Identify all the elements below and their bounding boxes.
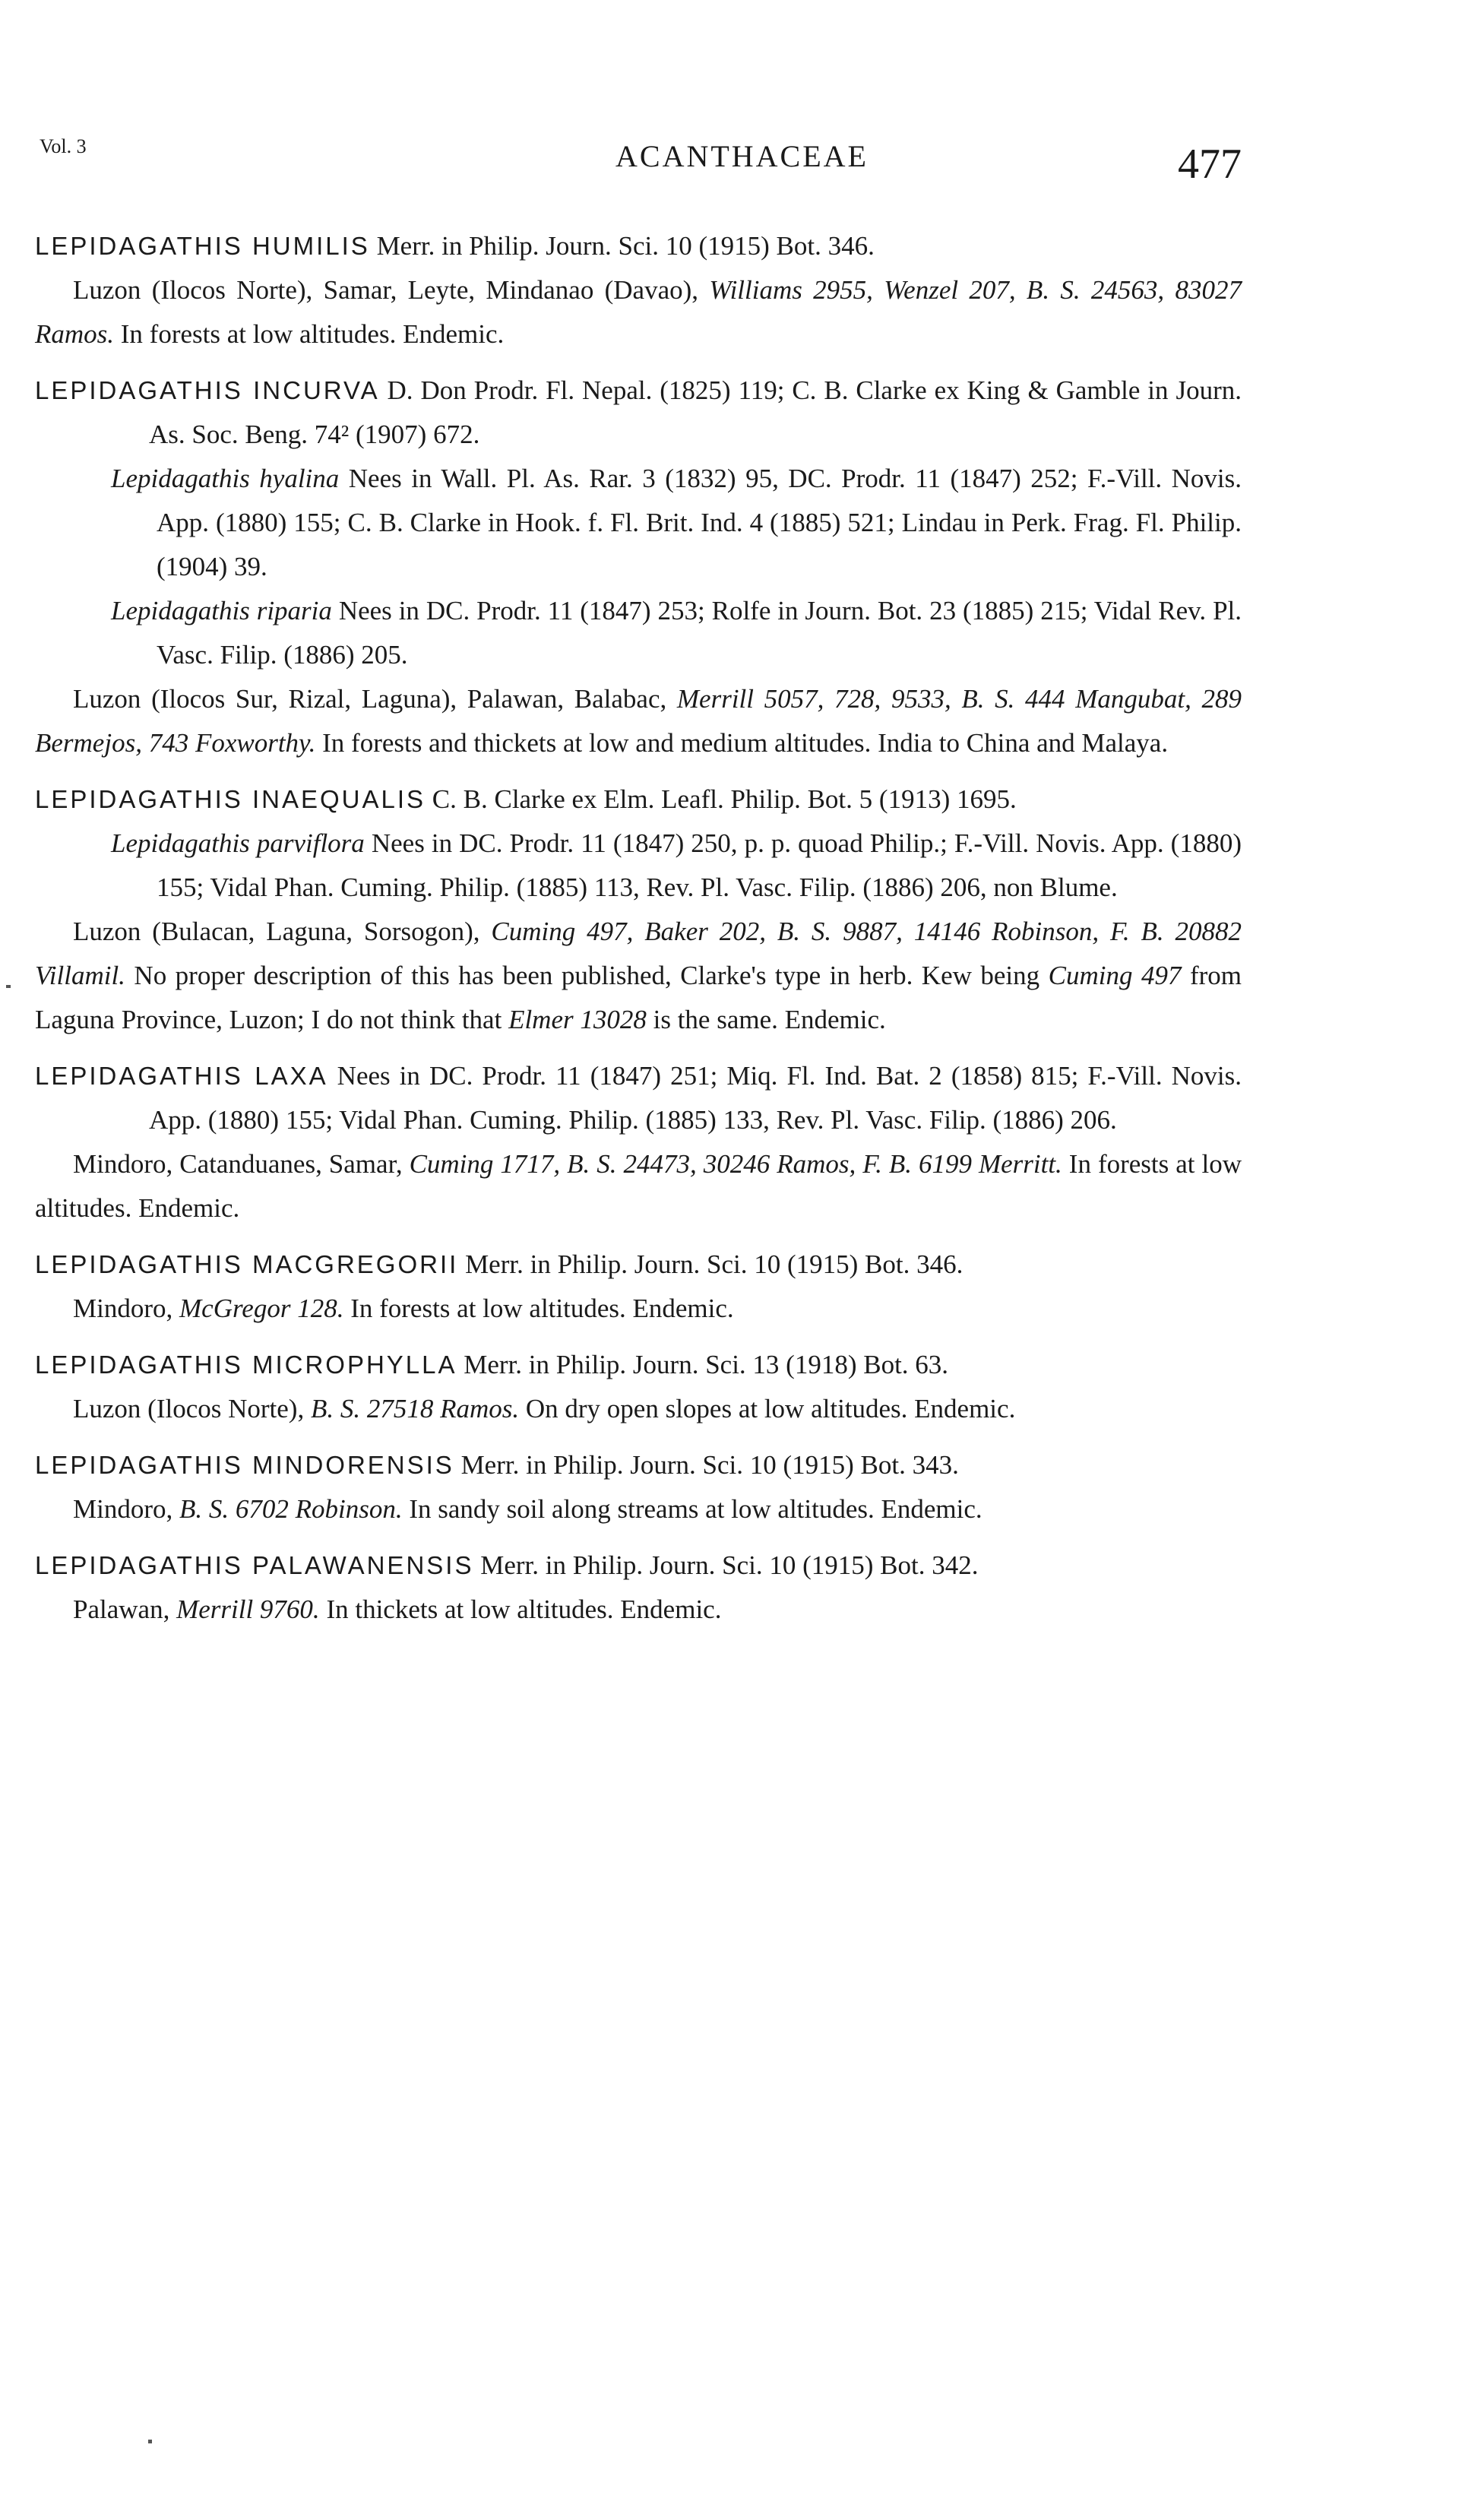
- distribution-text: In sandy soil along streams at low altitudes. Endemic.: [402, 1494, 982, 1524]
- species-name: LEPIDAGATHIS INAEQUALIS: [35, 785, 426, 813]
- distribution-text: Luzon (Ilocos Sur, Rizal, Laguna), Palawan, Balabac,: [73, 684, 677, 714]
- species-citation: Merr. in Philip. Journ. Sci. 10 (1915) Bot. 343.: [454, 1450, 959, 1480]
- species-heading: [35, 369, 1242, 457]
- species-heading: [35, 777, 1242, 822]
- distribution-text: On dry open slopes at low altitudes. Endemic.: [519, 1394, 1016, 1423]
- specimen-citation: McGregor 128.: [179, 1294, 344, 1323]
- species-entry: [35, 777, 1242, 1042]
- distribution-text: No proper description of this has been published, Clarke's type in herb. Kew being: [125, 961, 1049, 990]
- specimen-citation: Merrill 5057, 728, 9533, B. S. 444 Mangubat, 289 Bermejos, 743 Foxworthy.: [35, 684, 1242, 758]
- distribution: [35, 910, 1242, 1042]
- species-list: [35, 224, 1242, 1644]
- species-entry: [35, 1243, 1242, 1331]
- distribution-text: Luzon (Ilocos Norte), Samar, Leyte, Mindanao (Davao),: [73, 275, 710, 305]
- specimen-citation: Elmer 13028: [508, 1005, 647, 1034]
- species-name: LEPIDAGATHIS MINDORENSIS: [35, 1451, 454, 1479]
- volume-label: Vol. 3: [40, 135, 87, 157]
- distribution-text: Mindoro,: [73, 1294, 179, 1323]
- specimen-citation: Cuming 497: [1048, 961, 1182, 990]
- species-citation: Nees in DC. Prodr. 11 (1847) 251; Miq. Fl. Ind. Bat. 2 (1858) 815; F.-Vill. Novis. App. (1880) 155; Vidal Phan. Cuming. Philip. (1885) 133, Rev. Pl. Vasc. Filip. (1886) 206.: [149, 1061, 1242, 1135]
- distribution-text: Luzon (Bulacan, Laguna, Sorsogon),: [73, 917, 492, 946]
- species-heading: [35, 224, 1242, 268]
- page-number: 477: [1178, 141, 1242, 188]
- synonym-citation: Nees in Wall. Pl. As. Rar. 3 (1832) 95, DC. Prodr. 11 (1847) 252; F.-Vill. Novis. App. (1880) 155; C. B. Clarke in Hook. f. Fl. Brit. Ind. 4 (1885) 521; Lindau in Perk. Frag. Fl. Philip. (1904) 39.: [157, 464, 1242, 581]
- synonym-name: Lepidagathis parviflora: [111, 828, 365, 858]
- species-citation: Merr. in Philip. Journ. Sci. 10 (1915) Bot. 342.: [473, 1550, 979, 1580]
- distribution-text: Luzon (Ilocos Norte),: [73, 1394, 311, 1423]
- species-entry: [35, 224, 1242, 356]
- species-heading: [35, 1054, 1242, 1142]
- distribution: [35, 1487, 1242, 1531]
- species-name: LEPIDAGATHIS HUMILIS: [35, 232, 370, 260]
- distribution-text: Mindoro, Catanduanes, Samar,: [73, 1149, 410, 1179]
- species-citation: Merr. in Philip. Journ. Sci. 13 (1918) Bot. 63.: [457, 1350, 949, 1379]
- species-name: LEPIDAGATHIS LAXA: [35, 1062, 328, 1090]
- species-name: LEPIDAGATHIS INCURVA: [35, 376, 380, 404]
- synonym-citation: Nees in DC. Prodr. 11 (1847) 250, p. p. quoad Philip.; F.-Vill. Novis. App. (1880) 155; Vidal Phan. Cuming. Philip. (1885) 113, Rev. Pl. Vasc. Filip. (1886) 206, non Blume.: [157, 828, 1242, 902]
- species-citation: Merr. in Philip. Journ. Sci. 10 (1915) Bot. 346.: [458, 1249, 963, 1279]
- distribution-text: Palawan,: [73, 1594, 177, 1624]
- species-name: LEPIDAGATHIS PALAWANENSIS: [35, 1551, 474, 1579]
- specimen-citation: B. S. 27518 Ramos.: [310, 1394, 520, 1423]
- distribution: [35, 1588, 1242, 1632]
- distribution-text: In forests at low altitudes. Endemic.: [35, 1149, 1242, 1223]
- species-entry: [35, 1054, 1242, 1230]
- synonym: [35, 589, 1242, 677]
- speck: [148, 2440, 152, 2443]
- species-heading: [35, 1544, 1242, 1588]
- specimen-citation: Merrill 9760.: [176, 1594, 320, 1624]
- specimen-citation: B. S. 6702 Robinson.: [179, 1494, 403, 1524]
- distribution-text: In forests at low altitudes. Endemic.: [114, 319, 505, 349]
- distribution-text: Mindoro,: [73, 1494, 179, 1524]
- specimen-citation: Cuming 1717, B. S. 24473, 30246 Ramos, F. B. 6199 Merritt.: [409, 1149, 1062, 1179]
- distribution-text: is the same. Endemic.: [646, 1005, 886, 1034]
- synonym-name: Lepidagathis hyalina: [111, 464, 340, 493]
- distribution-text: In forests at low altitudes. Endemic.: [343, 1294, 734, 1323]
- species-entry: [35, 1343, 1242, 1431]
- species-heading: [35, 1343, 1242, 1387]
- species-entry: [35, 1544, 1242, 1632]
- synonym-citation: Nees in DC. Prodr. 11 (1847) 253; Rolfe in Journ. Bot. 23 (1885) 215; Vidal Rev. Pl. Vasc. Filip. (1886) 205.: [157, 596, 1242, 670]
- species-citation: Merr. in Philip. Journ. Sci. 10 (1915) Bot. 346.: [369, 231, 875, 261]
- species-entry: [35, 369, 1242, 765]
- distribution: [35, 268, 1242, 356]
- distribution-text: In thickets at low altitudes. Endemic.: [319, 1594, 722, 1624]
- running-header: [0, 129, 1484, 198]
- distribution: [35, 1142, 1242, 1230]
- specimen-citation: Cuming 497, Baker 202, B. S. 9887, 14146 Robinson, F. B. 20882 Villamil.: [35, 917, 1242, 990]
- speck: [6, 985, 11, 988]
- distribution-text: from Laguna Province, Luzon; I do not think that: [35, 961, 1242, 1034]
- synonym: [35, 822, 1242, 910]
- distribution: [35, 1287, 1242, 1331]
- species-citation: C. B. Clarke ex Elm. Leafl. Philip. Bot. 5 (1913) 1695.: [426, 784, 1017, 814]
- specimen-citation: Williams 2955, Wenzel 207, B. S. 24563, 83027 Ramos.: [35, 275, 1242, 349]
- species-name: LEPIDAGATHIS MICROPHYLLA: [35, 1351, 457, 1379]
- distribution: [35, 1387, 1242, 1431]
- species-entry: [35, 1443, 1242, 1531]
- species-name: LEPIDAGATHIS MACGREGORII: [35, 1250, 459, 1278]
- species-heading: [35, 1443, 1242, 1487]
- synonym: [35, 457, 1242, 589]
- species-heading: [35, 1243, 1242, 1287]
- synonym-name: Lepidagathis riparia: [111, 596, 332, 625]
- distribution: [35, 677, 1242, 765]
- species-citation: D. Don Prodr. Fl. Nepal. (1825) 119; C. B. Clarke ex King & Gamble in Journ. As. Soc. Beng. 74² (1907) 672.: [149, 375, 1242, 449]
- distribution-text: In forests and thickets at low and medium altitudes. India to China and Malaya.: [315, 728, 1169, 758]
- family-heading: ACANTHACEAE: [615, 139, 869, 173]
